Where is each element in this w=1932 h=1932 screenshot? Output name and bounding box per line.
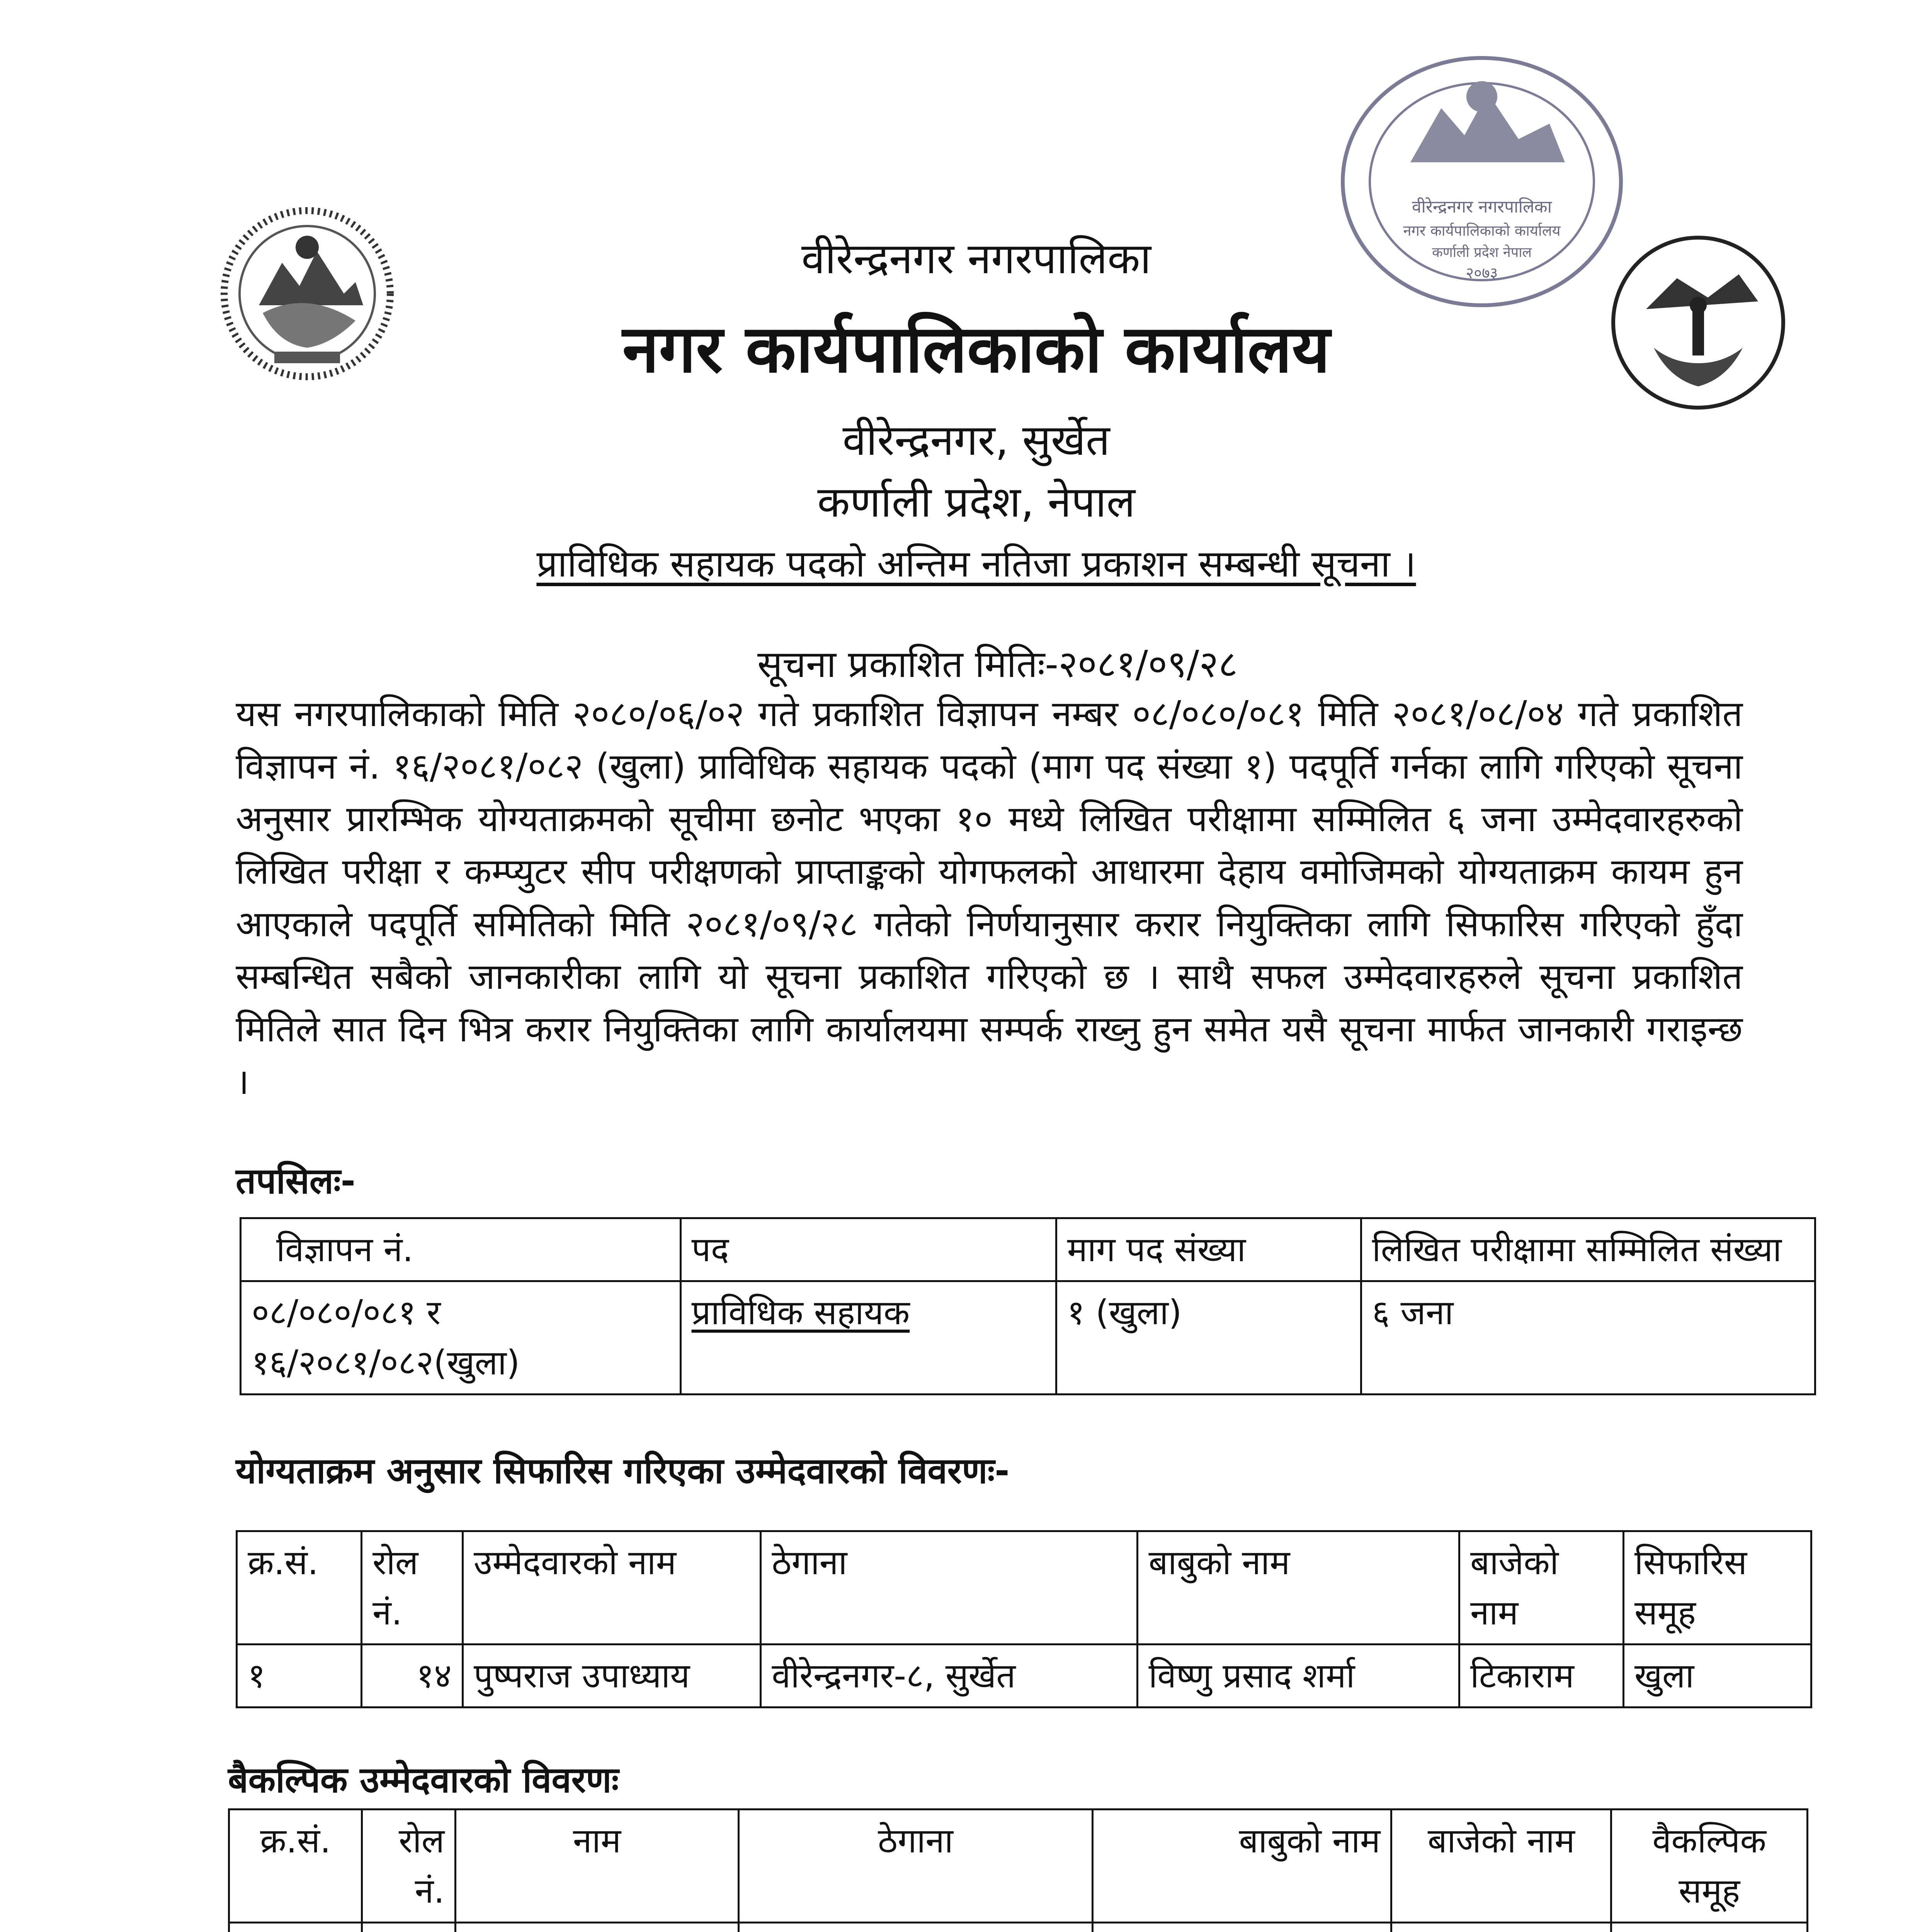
table-row	[229, 1923, 1808, 1932]
table-header-row	[237, 1531, 1811, 1645]
ad-number-line: ०८/०८०/०८१ र	[252, 1293, 441, 1332]
table-header-row	[241, 1218, 1815, 1281]
address-cell: वीरेन्द्रनगर-८, सुर्खेत	[761, 1645, 1138, 1708]
header-cell: रोल नं.	[362, 1531, 463, 1645]
recommended-label: योग्यताक्रम अनुसार सिफारिस गरिएका उम्मेदवारको विवरणः-	[236, 1450, 1010, 1492]
stamp-text-1: वीरेन्द्रनगर नगरपालिका	[1412, 197, 1552, 217]
ad-number-cell	[241, 1281, 681, 1395]
alternate-label: बैकल्पिक उम्मेदवारको विवरणः	[228, 1759, 619, 1801]
header-cell: क्र.सं.	[237, 1531, 362, 1645]
notice-title	[0, 537, 1932, 588]
header-cell: वैकल्पिक समूह	[1611, 1810, 1808, 1923]
header-cell: रोल नं.	[362, 1810, 456, 1923]
header-cell: ठेगाना	[738, 1810, 1092, 1923]
table-row	[237, 1645, 1811, 1708]
published-date: सूचना प्रकाशित मितिः-२०८१/०९/२८	[757, 643, 1238, 686]
table-header-row	[229, 1810, 1808, 1923]
address-cell	[738, 1923, 1092, 1932]
header-cell: बाजेको नाम	[1459, 1531, 1623, 1645]
details-table	[240, 1217, 1816, 1395]
notice-body-paragraph: यस नगरपालिकाको मिति २०८०/०६/०२ गते प्रकाशित विज्ञापन नम्बर ०८/०८०/०८१ मिति २०८१/०८/०४ गते प्रकाशित विज्ञापन नं. १६/२०८१/०८२ (खुला) प्राविधिक सहायक पदको (माग पद संख्या १) पदपूर्ति गर्नका लागि गरिएको सूचना अनुसार प्रारम्भिक योग्यताक्रमको सूचीमा छनोट भएका १० मध्ये लिखित परीक्षामा सम्मिलित ६ जना उम्मेदवारहरुको लिखित परीक्षा र कम्प्युटर सीप परीक्षणको प्राप्ताङ्कको योगफलको आधारमा देहाय वमोजिमको योग्यताक्रम कायम हुन आएकाले पदपूर्ति समितिको मिति २०८१/०९/२८ गतेको निर्णयानुसार करार नियुक्तिका लागि सिफारिस गरिएको हुँदा सम्बन्धित सबैको जानकारीका लागि यो सूचना प्रकाशित गरिएको छ । साथै सफल उम्मेदवारहरुले सूचना प्रकाशित मितिले सात दिन भित्र करार नियुक्तिका लागि कार्यालयमा सम्पर्क राख्नु हुन समेत यसै सूचना मार्फत जानकारी गराइन्छ ।	[236, 693, 1743, 1102]
office-city: वीरेन्द्रनगर, सुर्खेत	[842, 415, 1110, 465]
office-province: कर्णाली प्रदेश, नेपाल	[817, 477, 1135, 527]
header-cell: माग पद संख्या	[1056, 1218, 1361, 1281]
name-cell: पुष्पराज उपाध्याय	[463, 1645, 760, 1708]
group-cell: खुला	[1623, 1645, 1811, 1708]
municipality-name: वीरेन्द्रनगर नगरपालिका	[801, 234, 1151, 283]
group-cell	[1611, 1923, 1808, 1932]
grandfather-cell: टिकाराम	[1459, 1645, 1623, 1708]
header-cell: सिफारिस समूह	[1623, 1531, 1811, 1645]
details-label: तपसिलः-	[236, 1160, 355, 1202]
notice-title-text: प्राविधिक सहायक पदको अन्तिम नतिजा प्रकाशन सम्बन्धी सूचना ।	[536, 542, 1416, 585]
serial-cell	[229, 1923, 362, 1932]
header-cell: लिखित परीक्षामा सम्मिलित संख्या	[1361, 1218, 1815, 1281]
father-cell	[1093, 1923, 1391, 1932]
grandfather-cell	[1391, 1923, 1611, 1932]
serial-cell: १	[237, 1645, 362, 1708]
header-cell: बाबुको नाम	[1093, 1810, 1391, 1923]
stamp-text-3: कर्णाली प्रदेश नेपाल	[1432, 245, 1532, 260]
participants-cell: ६ जना	[1361, 1281, 1815, 1395]
ad-number-line: १६/२०८१/०८२(खुला)	[252, 1343, 520, 1383]
alternate-table	[228, 1808, 1808, 1932]
recommended-table	[236, 1530, 1812, 1708]
header-cell: विज्ञापन नं.	[241, 1218, 681, 1281]
header-cell: पद	[680, 1218, 1056, 1281]
stamp-text-4: २०७३	[1466, 264, 1498, 282]
header-cell: ठेगाना	[761, 1531, 1138, 1645]
demand-cell: १ (खुला)	[1056, 1281, 1361, 1395]
stamp-text-2: नगर कार्यपालिकाको कार्यालय	[1403, 222, 1561, 239]
post-cell	[680, 1281, 1056, 1395]
header-cell: क्र.सं.	[229, 1810, 362, 1923]
office-name: नगर कार्यपालिकाको कार्यालय	[622, 311, 1330, 388]
post-name: प्राविधिक सहायक	[691, 1293, 910, 1332]
header-cell: नाम	[456, 1810, 738, 1923]
father-cell: विष्णु प्रसाद शर्मा	[1138, 1645, 1459, 1708]
table-row	[241, 1281, 1815, 1395]
notice-body	[236, 688, 1743, 1108]
header-cell: उम्मेदवारको नाम	[463, 1531, 760, 1645]
header-cell: बाजेको नाम	[1391, 1810, 1611, 1923]
roll-cell: १४	[362, 1645, 463, 1708]
name-cell	[456, 1923, 738, 1932]
header-cell: बाबुको नाम	[1138, 1531, 1459, 1645]
roll-cell	[362, 1923, 456, 1932]
